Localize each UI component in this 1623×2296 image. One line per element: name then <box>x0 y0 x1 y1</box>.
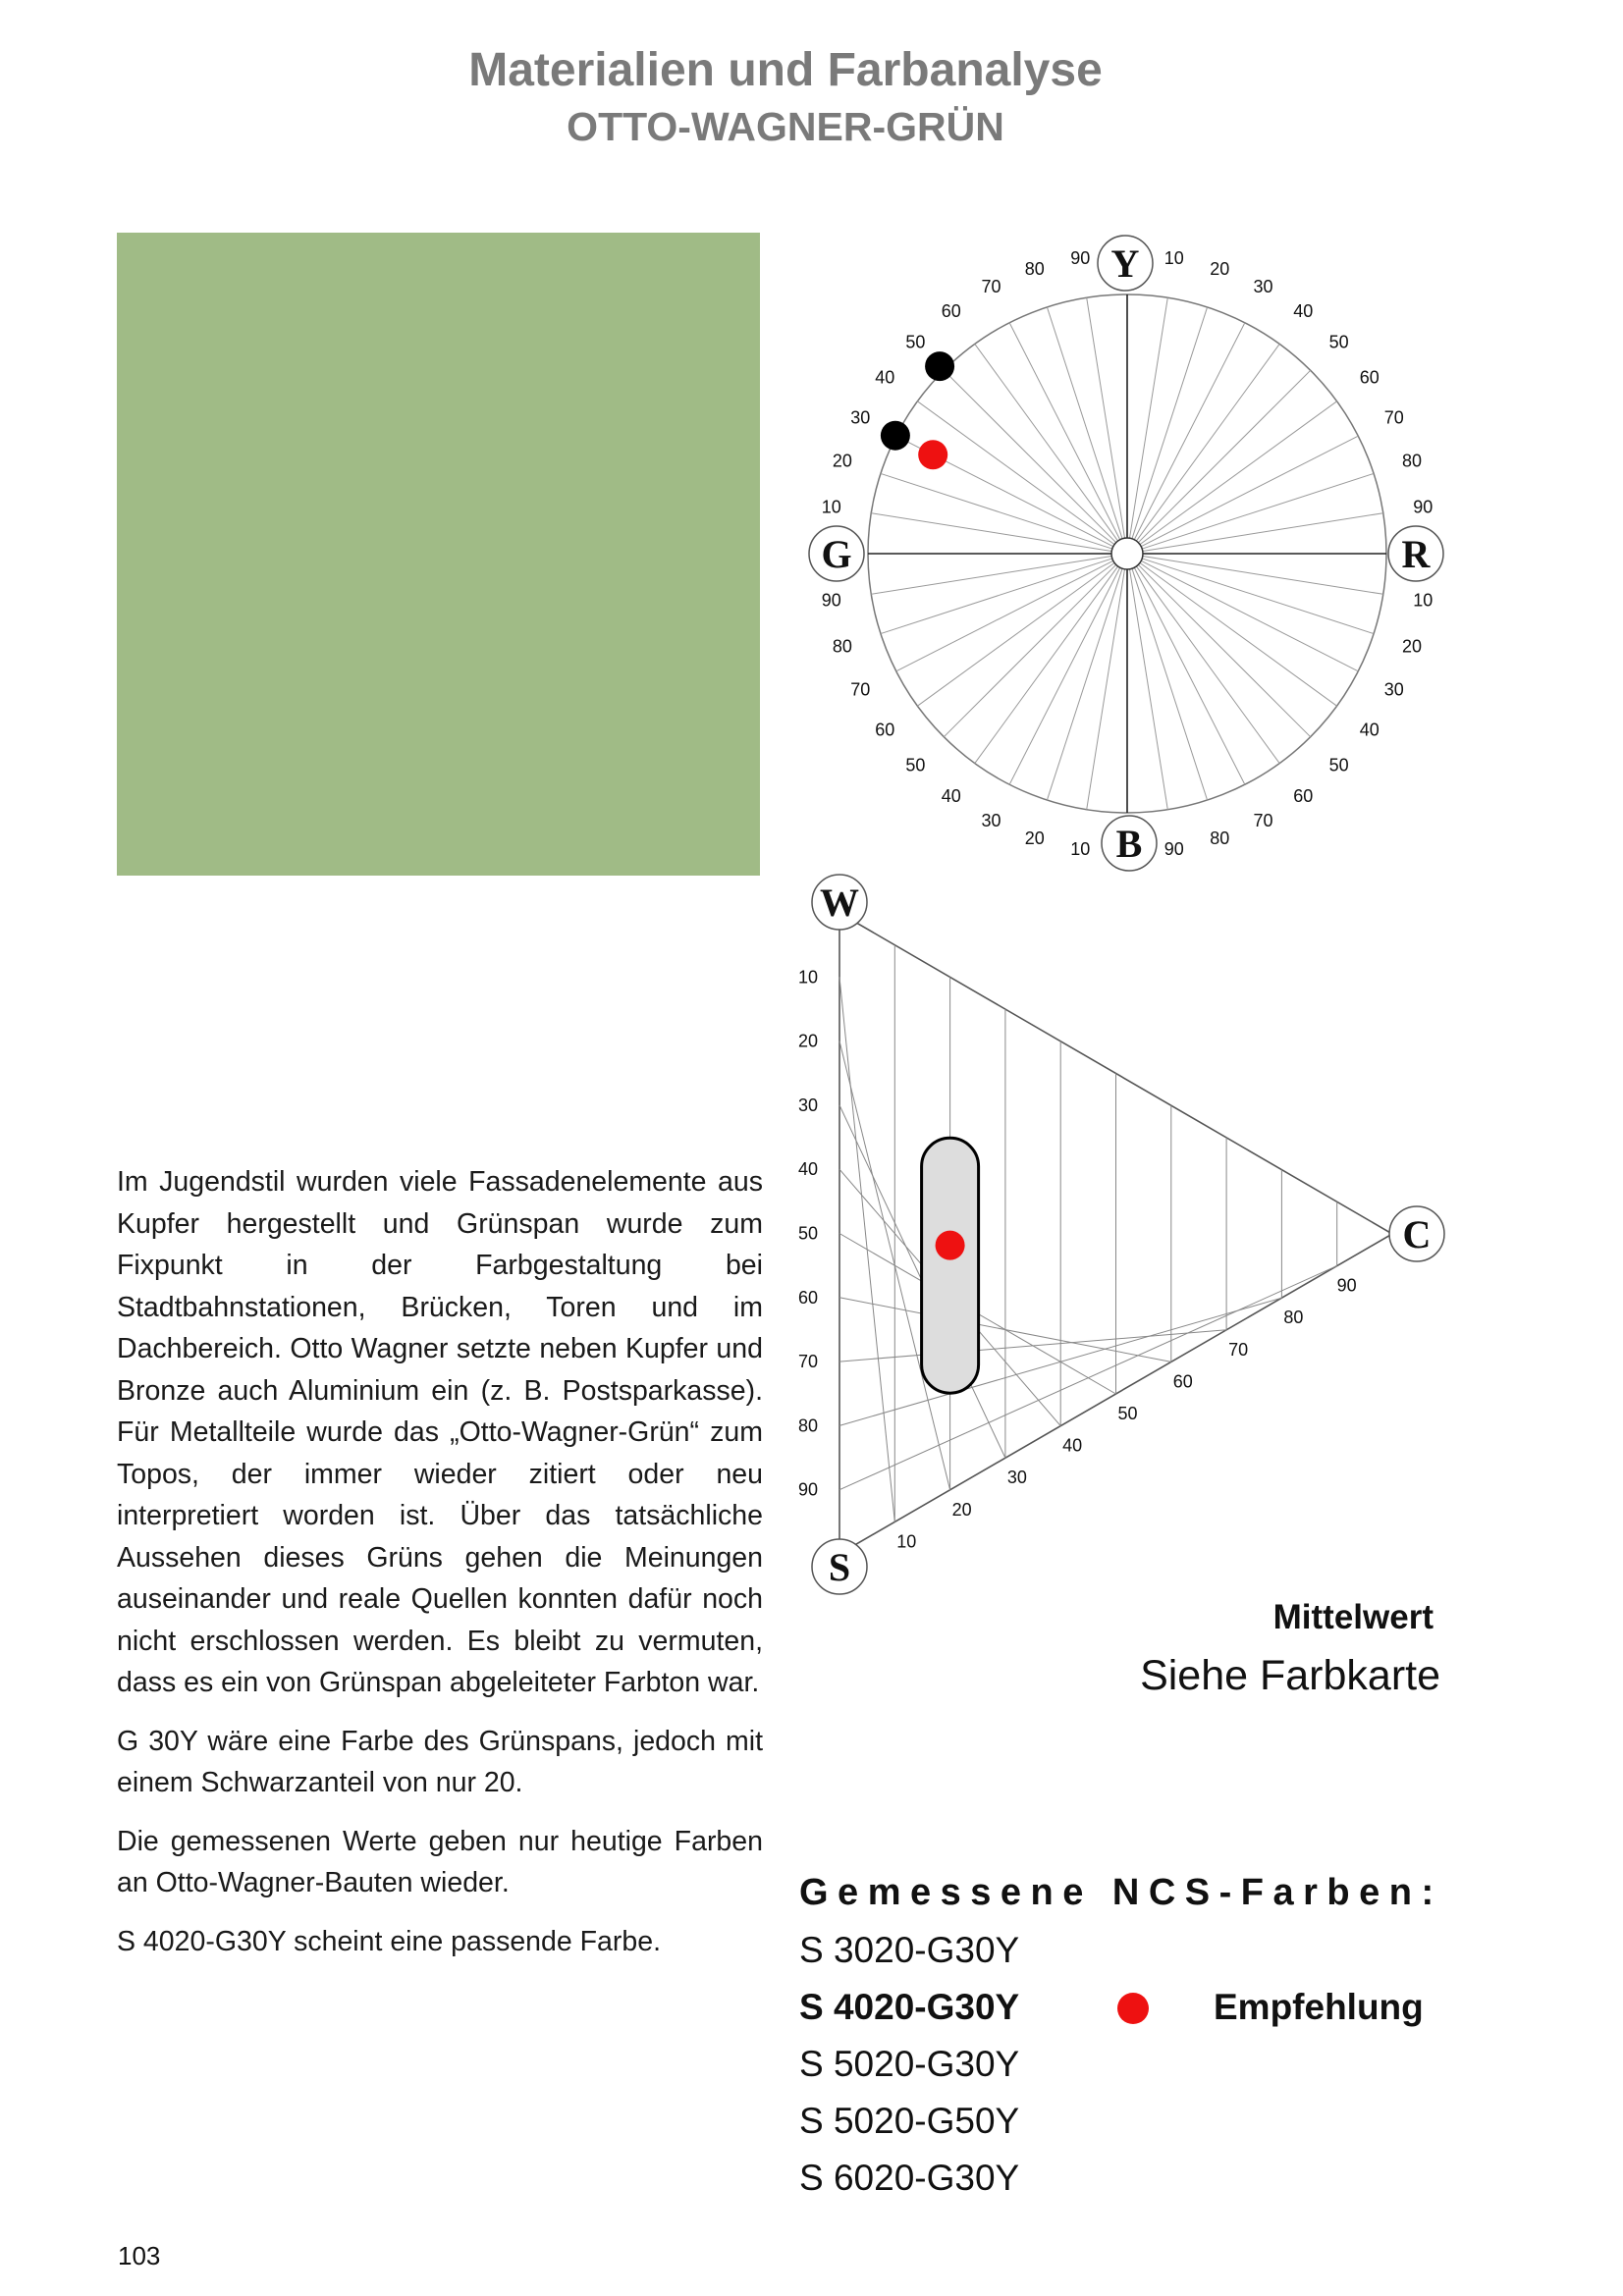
hue-tick-label: 20 <box>1024 828 1045 849</box>
blackness-tick-label: 40 <box>797 1159 818 1180</box>
blackness-tick-label: 90 <box>797 1479 818 1500</box>
page-subtitle: OTTO-WAGNER-GRÜN <box>567 104 1004 149</box>
blackness-grid-line <box>839 1266 1337 1490</box>
axis-label-blue-text: B <box>1115 822 1143 866</box>
ncs-heading: Gemessene NCS-Farben: <box>799 1872 1443 1913</box>
corner-label-white-text: W <box>820 881 859 925</box>
page-number: 103 <box>118 2241 161 2270</box>
hue-tick-label: 20 <box>832 451 852 471</box>
hue-tick-label: 10 <box>1413 590 1434 611</box>
chroma-tick-label: 40 <box>1062 1435 1083 1456</box>
hue-tick-label: 80 <box>1024 258 1045 279</box>
hue-tick-label: 30 <box>1383 679 1404 700</box>
corner-label-black-text: S <box>828 1545 851 1589</box>
corner-label-chroma-text: C <box>1402 1212 1432 1256</box>
ncs-color-item: S 3020-G30Y <box>799 1930 1020 1970</box>
body-paragraph: Im Jugendstil wurden viele Fassadenelemente aus Kupfer hergestellt und Grünspan wurde zum Fixpunkt in der Farbgestaltung bei Stadtbahnstationen, Brücken, Toren und im Dachbereich. Otto Wagner setzte neben Kupfer und Bronze auch Aluminium ein (z. B. Postsparkasse). Für Metallteile wurde das „Otto-Wagner-Grün“ zum Topos, der immer wieder zitiert oder neu interpretiert worden ist. Über das tatsächliche Aussehen dieses Grüns gehen die Meinungen auseinander und reale Quellen konnten dafür noch nicht erschlossen werden. Es bleibt zu vermuten, dass es ein von Grünspan abgeleiteter Farbton war. <box>117 1166 763 1698</box>
hue-tick-label: 60 <box>1359 367 1380 388</box>
hue-tick-label: 90 <box>821 590 841 611</box>
body-paragraph: Die gemessenen Werte geben nur heutige Farben an Otto-Wagner-Bauten wieder. <box>117 1825 763 1898</box>
hue-tick-label: 40 <box>941 785 961 806</box>
corner-label-chroma <box>1389 1206 1444 1261</box>
hue-tick-label: 30 <box>1253 277 1273 297</box>
hue-tick-label: 50 <box>905 332 926 352</box>
triangle-marker-recommended <box>936 1231 965 1260</box>
chroma-tick-label: 60 <box>1172 1371 1193 1392</box>
hue-tick-label: 20 <box>1210 258 1230 279</box>
axis-label-red-text: R <box>1401 532 1431 576</box>
body-paragraph: S 4020-G30Y scheint eine passende Farbe. <box>117 1925 662 1957</box>
triangle-tick-labels <box>798 967 1357 1551</box>
axis-label-green-text: G <box>821 532 852 576</box>
blackness-tick-label: 60 <box>797 1287 818 1308</box>
hue-tick-label: 90 <box>1070 247 1091 268</box>
ncs-color-item: S 6020-G30Y <box>799 2158 1020 2198</box>
corner-label-black <box>812 1539 867 1594</box>
body-paragraph: G 30Y wäre eine Farbe des Grünspans, jedoch mit einem Schwarzanteil von nur 20. <box>117 1725 763 1798</box>
hue-tick-label: 80 <box>832 636 852 657</box>
hue-tick-label: 30 <box>850 407 871 428</box>
hue-tick-label: 70 <box>1253 810 1273 830</box>
hue-tick-label: 50 <box>1328 755 1349 775</box>
mittelwert-label: Mittelwert <box>1272 1598 1434 1636</box>
axis-label-yellow-text: Y <box>1110 241 1140 286</box>
hue-tick-label: 90 <box>1413 497 1434 517</box>
mittelwert-value: Siehe Farbkarte <box>1140 1652 1440 1699</box>
ncs-color-item: S 5020-G50Y <box>799 2101 1020 2141</box>
hue-tick-label: 70 <box>850 679 871 700</box>
chroma-tick-label: 80 <box>1283 1308 1304 1328</box>
hue-tick-label: 60 <box>875 720 895 740</box>
body-text <box>117 1161 763 1979</box>
hue-tick-label: 80 <box>1210 828 1230 849</box>
hue-tick-label: 70 <box>981 277 1001 297</box>
hue-tick-label: 50 <box>905 755 926 775</box>
hue-tick-label: 10 <box>821 497 841 517</box>
hue-tick-label: 70 <box>1383 407 1404 428</box>
hue-tick-label: 60 <box>1293 785 1314 806</box>
hue-tick-label: 50 <box>1328 332 1349 352</box>
corner-label-white <box>812 875 867 930</box>
chroma-tick-label: 50 <box>1117 1404 1138 1423</box>
hue-tick-label: 90 <box>1163 839 1184 860</box>
chroma-tick-label: 20 <box>951 1499 972 1520</box>
chroma-tick-label: 30 <box>1006 1468 1027 1488</box>
hue-tick-label: 10 <box>1163 247 1184 268</box>
chroma-tick-label: 10 <box>896 1531 917 1552</box>
hue-tick-label: 40 <box>1359 720 1380 740</box>
ncs-color-item: S 5020-G30Y <box>799 2044 1020 2084</box>
hue-tick-label: 20 <box>1402 636 1423 657</box>
blackness-tick-label: 70 <box>797 1352 818 1372</box>
hue-tick-label: 10 <box>1070 839 1091 860</box>
recommended-label: Empfehlung <box>1214 1987 1424 2027</box>
blackness-tick-label: 20 <box>797 1031 818 1051</box>
measured-range-highlight <box>922 1138 979 1393</box>
hue-tick-label: 80 <box>1402 451 1423 471</box>
hue-tick-label: 40 <box>1293 301 1314 322</box>
chroma-tick-label: 70 <box>1228 1339 1249 1360</box>
blackness-tick-label: 10 <box>797 967 818 988</box>
recommended-dot-icon <box>1117 1993 1149 2024</box>
hue-tick-label: 60 <box>941 301 961 322</box>
page-title: Materialien und Farbanalyse <box>468 44 1103 96</box>
blackness-tick-label: 30 <box>797 1095 818 1115</box>
hue-tick-label: 30 <box>981 810 1001 830</box>
blackness-tick-label: 80 <box>797 1415 818 1436</box>
blackness-tick-label: 50 <box>797 1223 818 1244</box>
ncs-color-item-recommended: S 4020-G30Y <box>799 1987 1020 2027</box>
hue-tick-label: 40 <box>875 367 895 388</box>
chroma-tick-label: 90 <box>1336 1275 1357 1296</box>
